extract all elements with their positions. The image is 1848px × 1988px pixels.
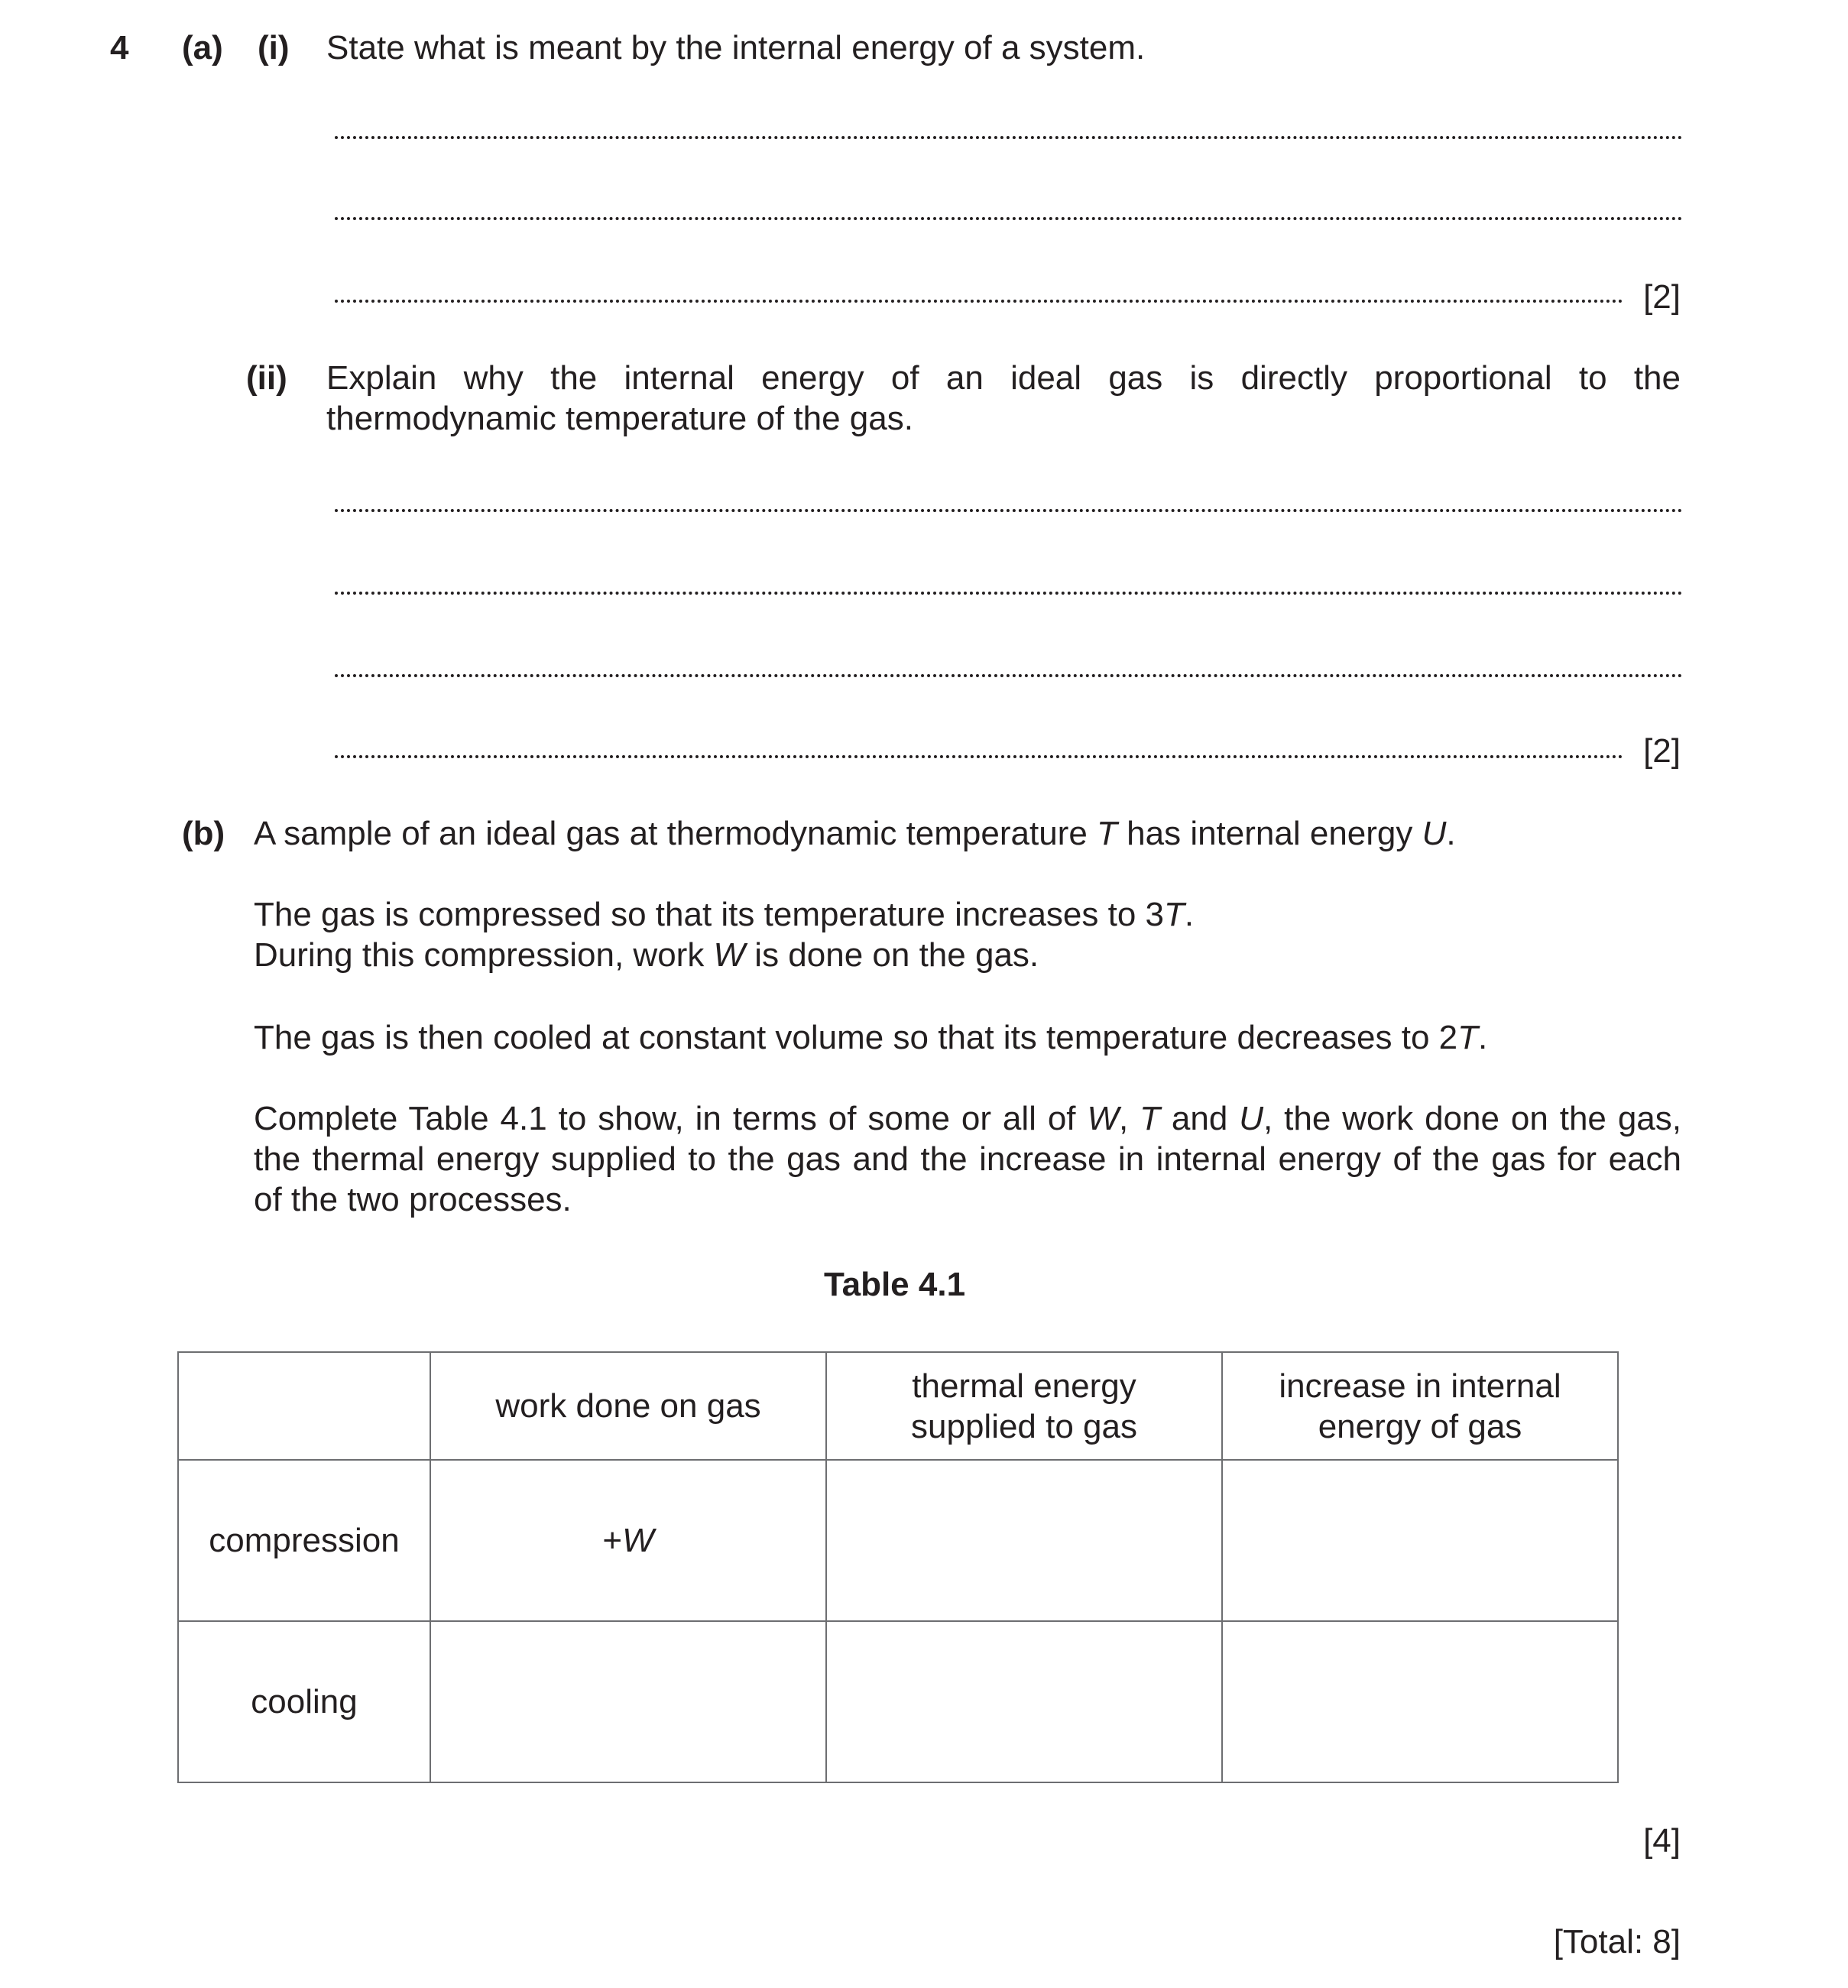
answer-line[interactable] [335, 509, 1683, 512]
answer-line[interactable] [335, 300, 1623, 303]
answer-line[interactable] [335, 217, 1683, 220]
mark-allocation: [2] [1643, 732, 1681, 770]
part-a-ii-question-text-line1: Explain why the internal energy of an ideal gas is directly proportional to the [326, 359, 1681, 397]
part-a-ii-question-text-line2: thermodynamic temperature of the gas. [326, 400, 913, 437]
part-b-paragraph-3: During this compression, work W is done on the gas. [254, 936, 1039, 974]
part-b-paragraph-4: The gas is then cooled at constant volume so that its temperature decreases to 2T. [254, 1019, 1488, 1056]
part-b-paragraph-5-line2: the thermal energy supplied to the gas and the increase in internal energy of the gas for each [254, 1140, 1681, 1178]
row-label-compression: compression [178, 1460, 430, 1621]
total-marks: [Total: 8] [1553, 1923, 1681, 1960]
part-b-paragraph-2: The gas is compressed so that its temperature increases to 3T. [254, 896, 1195, 933]
cell-compression-thermal-energy[interactable] [826, 1460, 1222, 1621]
question-number: 4 [110, 29, 129, 66]
table-header-work-done: work done on gas [430, 1352, 826, 1460]
part-b-paragraph-5-line3: of the two processes. [254, 1181, 572, 1218]
cell-cooling-internal-energy[interactable] [1222, 1621, 1618, 1782]
part-a-i-question-text: State what is meant by the internal energy of a system. [326, 29, 1146, 66]
cell-compression-work: +W [430, 1460, 826, 1621]
part-a-ii-label: (ii) [246, 359, 287, 397]
cell-cooling-thermal-energy[interactable] [826, 1621, 1222, 1782]
table-header-row [178, 1352, 1618, 1460]
table-row-cooling [178, 1621, 1618, 1782]
cell-compression-internal-energy[interactable] [1222, 1460, 1618, 1621]
answer-line[interactable] [335, 674, 1683, 677]
table-header-thermal-energy: thermal energy supplied to gas [826, 1352, 1222, 1460]
part-a-label: (a) [182, 29, 223, 66]
row-label-cooling: cooling [178, 1621, 430, 1782]
table-4-1 [177, 1351, 1619, 1783]
table-header-empty-cell [178, 1352, 430, 1460]
table-row-compression [178, 1460, 1618, 1621]
mark-allocation: [2] [1643, 278, 1681, 316]
answer-line[interactable] [335, 592, 1683, 595]
part-b-paragraph-1: A sample of an ideal gas at thermodynamic temperature T has internal energy U. [254, 815, 1456, 852]
table-title: Table 4.1 [824, 1266, 966, 1303]
cell-cooling-work[interactable] [430, 1621, 826, 1782]
mark-allocation: [4] [1643, 1822, 1681, 1860]
table-header-internal-energy: increase in internal energy of gas [1222, 1352, 1618, 1460]
part-a-i-label: (i) [258, 29, 290, 66]
part-b-paragraph-5-line1: Complete Table 4.1 to show, in terms of some or all of W, T and U, the work done on the gas, [254, 1100, 1681, 1137]
part-b-label: (b) [182, 815, 225, 852]
answer-line[interactable] [335, 755, 1623, 758]
answer-line[interactable] [335, 136, 1683, 139]
